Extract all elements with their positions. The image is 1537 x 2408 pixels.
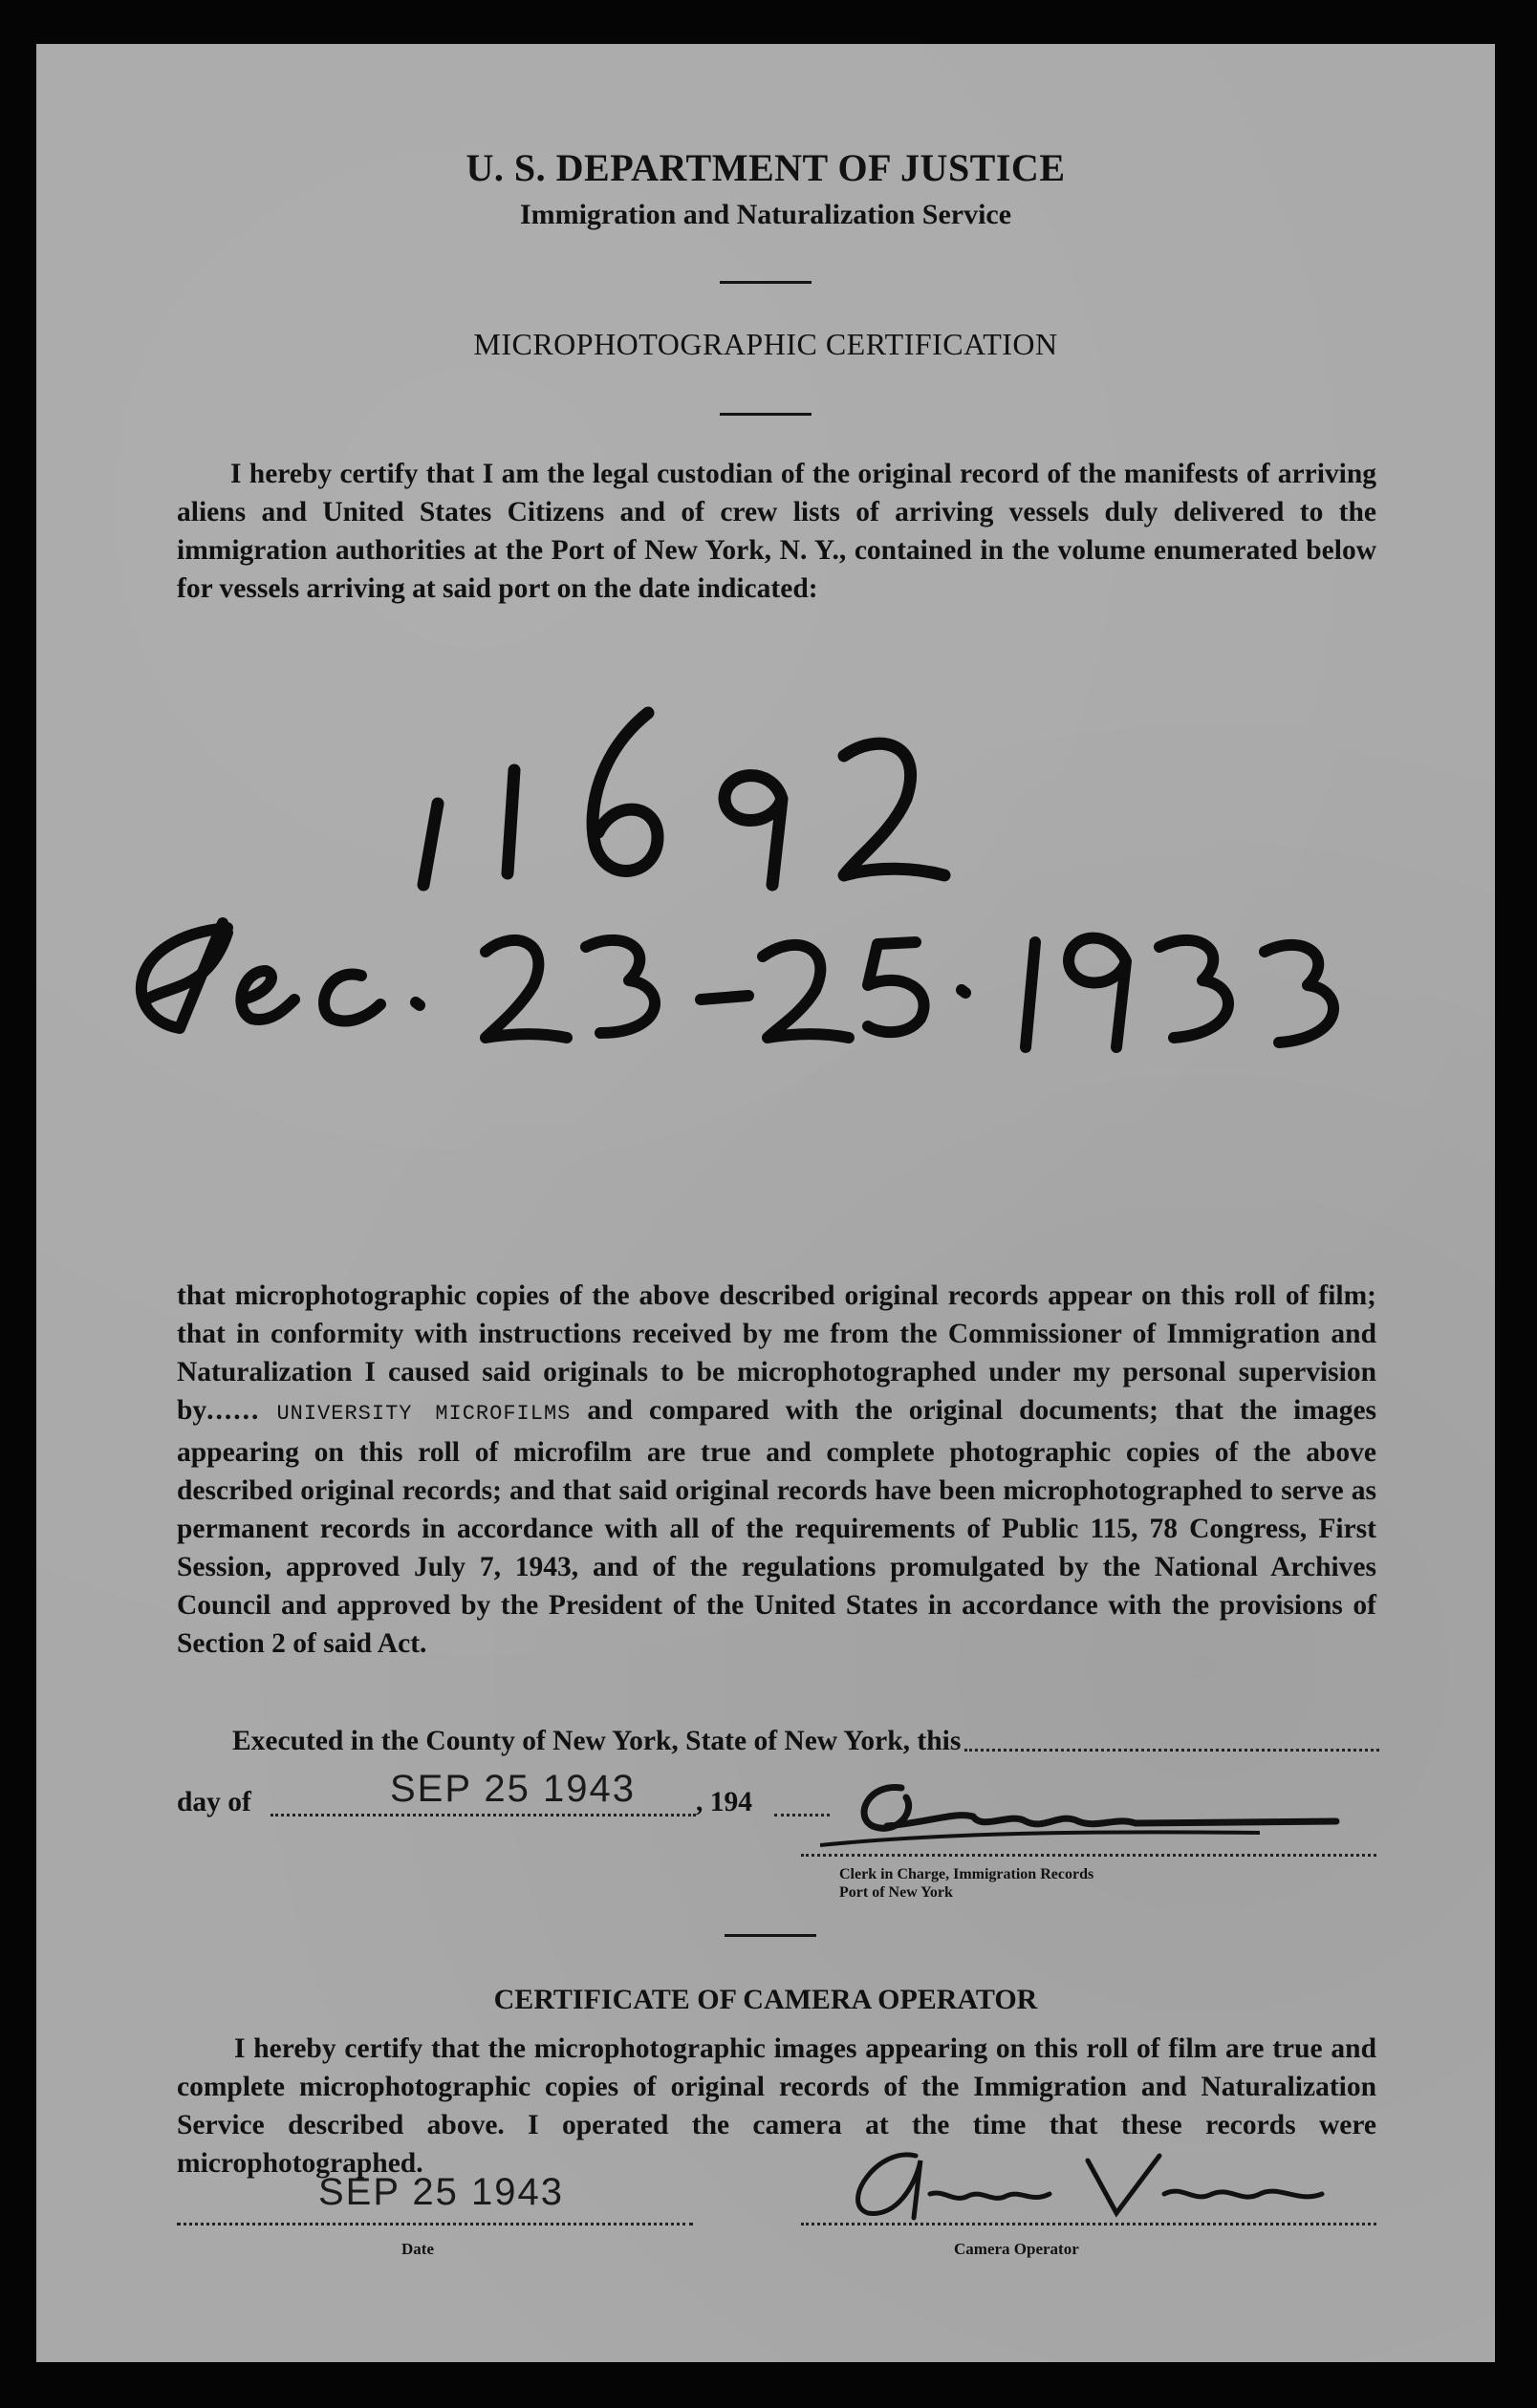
handwritten-volume-number [423,713,944,885]
day-of-label: day of [177,1787,251,1817]
handwritten-arrival-dates [141,923,1333,1047]
certification-heading: MICROPHOTOGRAPHIC CERTIFICATION [473,327,1058,361]
clerk-title-line1: Clerk in Charge, Immigration Records [839,1866,1094,1882]
camera-operator-label: Camera Operator [954,2240,1079,2258]
operator-date-stamp: SEP 25 1943 [318,2171,565,2213]
camera-operator-heading: CERTIFICATE OF CAMERA OPERATOR [493,1984,1038,2015]
body-text-part1: that microphotographic copies of the above described original records appear on this roll of film; that in conformity with instructions received by me from the Commissioner of Immigration and Naturalization I caused said originals to be microphotographed under my personal supervision by [177,1280,1376,1426]
executed-dotted-field [964,1749,1379,1752]
camera-operator-signature [801,2137,1336,2232]
executed-line [232,1726,1379,1757]
filmed-by-value: UNIVERSITY MICROFILMS [276,1402,572,1426]
clerk-title-line2: Port of New York [839,1884,953,1901]
intro-paragraph: I hereby certify that I am the legal custodian of the original record of the manifests of arriving aliens and United States Citizens and of crew lists of arriving vessels duly delivered to the immigration authorities at the Port of New York, N. Y., contained in the volume enumerated below for vessels arriving at said port on the date indicated: [177,459,1376,604]
operator-signature-line [801,2223,1376,2225]
divider [720,413,812,416]
certificate-sheet [36,44,1495,2362]
day-of-dotted-field [271,1814,696,1817]
camera-operator-paragraph: I hereby certify that the microphotographic images appearing on this roll of film are true and complete microphotographic copies of original records of the Immigration and Naturalization Service described above. I operated the camera at the time that these records were microphotographed. [177,2033,1376,2179]
clerk-signature [801,1774,1336,1860]
executed-text: Executed in the County of New York, State of New York, this [232,1726,962,1756]
body-paragraph: that microphotographic copies of the above described original records appear on this roll of film; that in conformity with instructions received by me from the Commissioner of Immigration and Naturalization I caused said originals to be microphotographed under my personal supervision by...... UNIVERSITY MICROFILMS and compared with the original documents; that the images appearing on this roll of microfilm are true and complete photographic copies of the above described original records; and that said original records have been microphotographed to serve as permanent records in accordance with all of the requirements of Public 115, 78 Congress, First Session, approved July 7, 1943, and of the regulations promulgated by the National Archives Council and approved by the President of the United States in accordance with the provisions of Section 2 of said Act. [177,1280,1377,1659]
service-subtitle: Immigration and Naturalization Service [519,199,1012,230]
clerk-signature-line [801,1854,1376,1857]
body-text-part2: and compared with the original documents; that the images appearing on this roll of microfilm are true and complete photographic copies of the above described original records; and that said original records have been microphotographed to serve as permanent records in accordance with all of the requirements of Public 115, 78 Congress, First Session, approved July 7, 1943, and of the regulations promulgated by the National Archives Council and approved by the President of the United States in accordance with the provisions of Section 2 of said Act. [177,1395,1377,1659]
divider [725,1934,816,1937]
clerk-date-stamp: SEP 25 1943 [390,1768,637,1810]
divider [720,281,812,284]
date-label: Date [401,2240,434,2258]
date-dotted-field [177,2223,693,2225]
department-title: U. S. DEPARTMENT OF JUSTICE [465,146,1066,189]
year-prefix: , 194 [696,1787,752,1817]
